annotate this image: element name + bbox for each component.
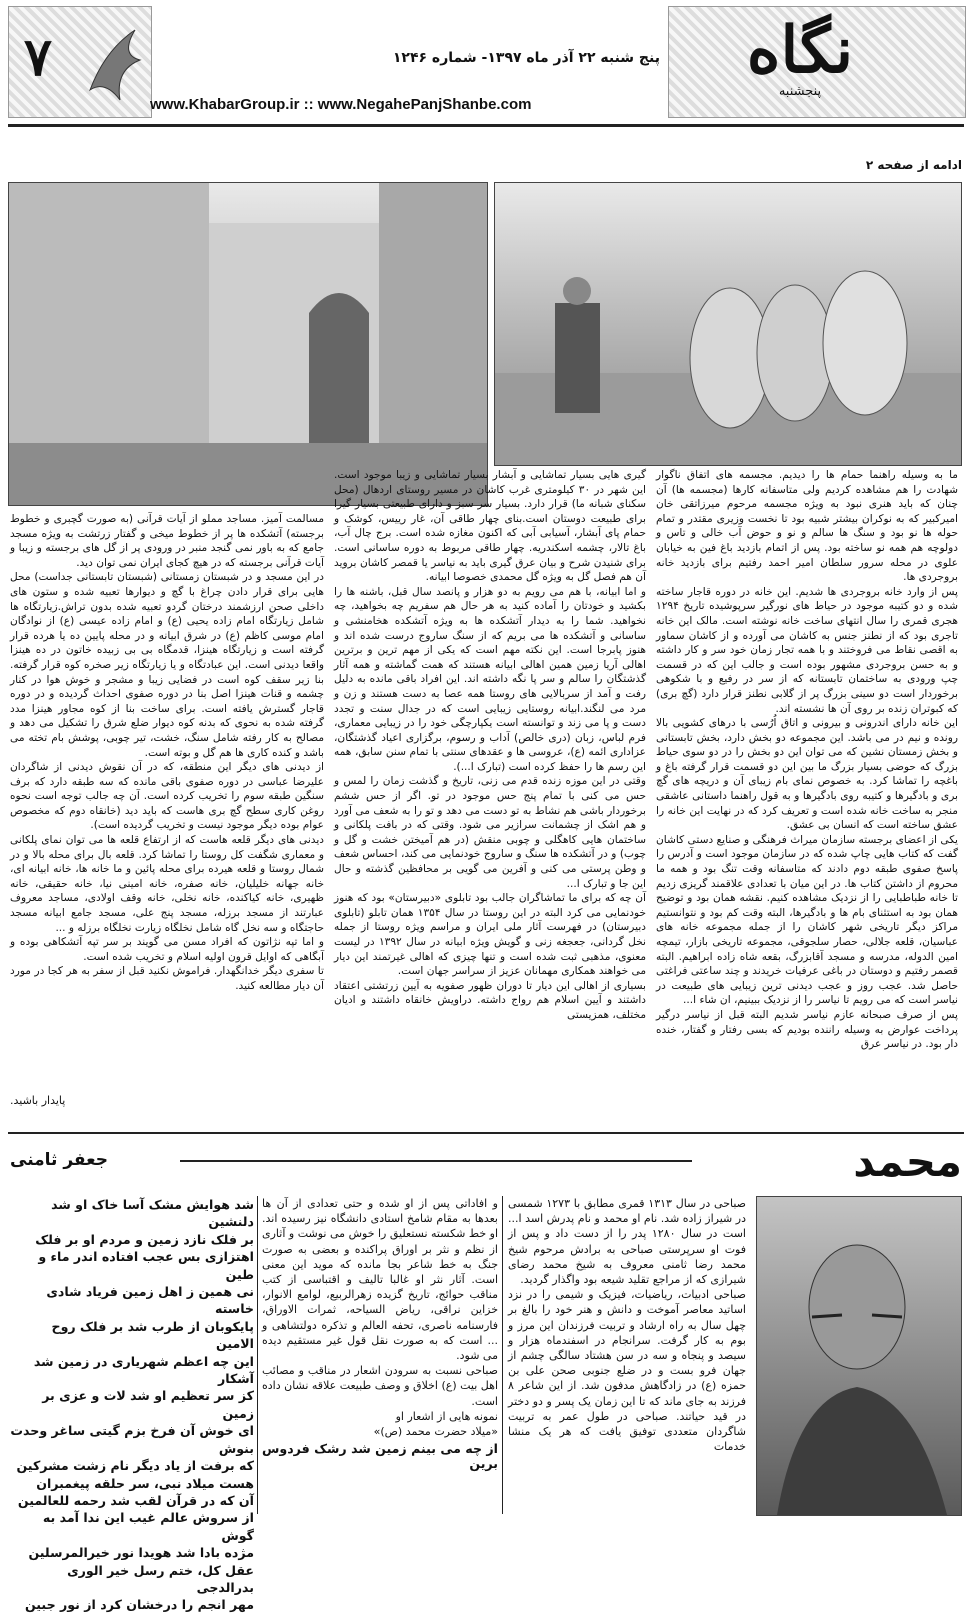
- poem-line: این چه اعظم شهریاری در زمین شد آشکار: [33, 1353, 254, 1387]
- issue-line: پنج شنبه ۲۲ آذر ماه ۱۳۹۷- شماره ۱۲۴۶: [392, 50, 660, 66]
- article1-signature: پایدار باشید.: [10, 1094, 66, 1107]
- poem-line: پایکوبان از طرب شد بر فلک روح الامین: [51, 1318, 254, 1352]
- article2-column-right: صباحی در سال ۱۳۱۳ قمری مطابق با ۱۲۷۳ شمسی در شیراز زاده شد. نام او محمد و نام پدرش اسد ا... است در سال ۱۲۸۰ پدر را از دست داد و پس از فوت او سرپرستی صباحی به برادش مرحوم شیخ محمد رضا ثامنی معروف به شیخ محمد رضای شیرازی که از مراجع تقلید شیعه بود واگذار گردید. صباحی ادبیات، ریاضیات، فیزیک و شیمی را در نزد اساتید معاصر آموخت و دانش و هنر خود را بالغ بر چهل سال به راه ارشاد و تربیت فرزندان این مرز و بوم به کار گرفت. سرانجام در اسفندماه هزار و سیصد و پنجاه و سه در سن هشتاد سالگی چشم از جهان فرو بست و در ضلع جنوبی صحن علی بن حمزه (ع) در زادگاهش مدفون شد. از این شاعر ۸ فرزند به جای ماند که تا این زمان یک پسر و دو دختر در قید حیاتند. صباحی در طول عمر به تربیت شاگردان متعددی توفیق یافت که هر یک منشا خدمات: [508, 1197, 747, 1454]
- poem-line: که برفت از یاد دیگر نام زشت مشرکین: [16, 1458, 254, 1474]
- poem-line: مژده بادا شد هویدا نور خیرالمرسلین: [28, 1545, 254, 1561]
- poem-first-line: از چه می بینم زمین شد رشک فردوس برین: [262, 1441, 498, 1472]
- column-rule: [257, 1196, 258, 1514]
- page-number: ۷: [24, 27, 52, 88]
- headline-rule: [180, 1160, 692, 1162]
- poem-line: کز سر تعظیم او شد لات و عزی بر زمین: [42, 1388, 254, 1421]
- poem-line: عقل کل، ختم رسل خیر الوری بدرالدجی: [67, 1562, 254, 1595]
- logo-subtitle: پنجشنبه: [778, 84, 822, 99]
- poem-line: مهر انجم را درخشان کرد از نور جبین: [24, 1597, 254, 1613]
- poem-line: از سروش عالم غیب این ندا آمد به گوش: [42, 1510, 254, 1543]
- poem-line: ای خوش آن فرخ بزم گیتی ساغر وحدت بنوش: [10, 1423, 254, 1456]
- poem-line: آن که در قرآن لقب شد رحمه للعالمین: [17, 1492, 254, 1508]
- article1-column-middle: گیری هایی بسیار تماشایی و آبشار بسیار تماشایی و زیبا موجود است. این شهر در ۳۰ کیلومتری غرب کاشان در مسیر روستای اردهال (محل سکنای شبانه ما) قرار دارد. بسیار سر سبز و دارای طبیعتی بسیار گیرا برای طبیعت دوستان است.بنای چهار طاقی آن، غار رییس، کوشک و حمام پای آبشار، آسیابی آبی که اکنون مغازه شده است. برج چال آب، باغ تالار، چشمه اسکندریه. چهار طاقی مربوط به دوره ساسانی است. برای شنیدن شرح و بیان عرق گیری باید به نیاسر یا قمصر کاشان بروید آن هم فصل گل به ویژه گل محمدی خصوصا ابیانه. و اما ابیانه، با هم می رویم به دو هزار و پانصد سال قبل، باشنه ها را بکشید و خودتان را آماده کنید به هر حال هم سفریم چه بخواهید، چه نخواهید. شما را به دیدار آتشکده ها به ویژه آتشکده هخامنشی و ساسانی و آتشکده ها می بریم که از سنگ ساروج درست شده اند و هنوز پابرجا است. این نکته مهم است که یکی از مهم ترین و برترین اهالی آریا زمین همین اهالی ابیانه هستند که همت گماشته و همه آثار گذشتگان را سالم و سر پا نگه داشته اند. این افراد باقی مانده به دلیل رفت و آمد از سربالایی های روستا همه عصا به دست هستند و زن و مرد می لنگند.ابیانه روستایی زیبایی است که در جدال سنت و تجدد دست و پا می زند و توانسته است یکپارچگی خود را در زیبایی معماری، فرم لباس، زبان (دری خالص) آداب و رسوم، برگزاری اعیاد گذشتگان، عزاداری ائمه (ع)، عروسی ها و عقدهای سنتی با تمام سنن سابق، همه این رسم ها را حفظ کرده است (تبارک ا...). وقتی در این موزه زنده قدم می زنی، تاریخ و گذشت زمان را لمس و حس می کنی با تمام پنج حس موجود در تو. اگر از حس ششم برخوردار باشی هم نشاط به تو دست می دهد و تو را به شعف می آورد و هم اشک از چشمانت سرازیر می شود. وقتی که در بافت پلکانی و ساختمان هایی کاهگلی و چوبی منقش (در هم آمیختن خشت و گل و چوب) و در آتشکده ها سنگ و ساروج خودنمایی می کند، احساس شعف و وطن پرستی می کنی و آفرین می گویی بر محافظین گذشته و حال این جا و تبارک ا... آن چه که برای ما تماشاگران جالب بود تابلوی «دبیرستان» بود که هنوز خودنمایی می کرد البته در این روستا در سال ۱۳۵۴ همان تابلو (تابلوی دبیرستان) در فهرست آثار ملی ایران و مراسم ویژه روستا از جمله نخل گردانی، جعجغه زنی و گویش ویژه ابیانه در سال ۱۳۹۲ در لیست معنوی، مذهبی ثبت شده است و تنها چیزی که اهالی غیرتمند این دیار می خواهند همکاری مهمانان عزیز از سراسر جهان است. بسیاری از اهالی این دیار تا دوران ظهور صفویه به آیین زرتشتی اعتقاد داشتند و آیین اسلام هم رواج داشته. دراویش خانقاه داشتند و ادیان مختلف، همزیستی: [334, 469, 646, 1021]
- poem-line: اهتزازی بس عجب افتاده اندر ماء و طین: [38, 1249, 254, 1282]
- poem-line: هست میلاد نبی، سر حلقه پیغمبران: [36, 1475, 254, 1491]
- article2-author: جعفر ثامنی: [10, 1150, 109, 1170]
- column-rule: [502, 1196, 503, 1514]
- phoenix-emblem: [80, 10, 150, 110]
- poem-column: [10, 1196, 254, 1613]
- poem-line: نی همین ز اهل زمین فریاد شادی خاسته: [46, 1284, 254, 1317]
- header-rule: [8, 124, 964, 127]
- article1-column-right: ما به وسیله راهنما حمام ها را دیدیم. مجسمه های اتفاق ناگوار شهادت را هم مشاهده کردیم ولی متاسفانه کارها (مجسمه ها) آن چنان که باید هنری نبود به ویژه مجسمه مرحوم میرزاتقی خان امیرکبیر که به نوکران بیشتر شبیه بود تا نخست وزیری مقتدر و تمام حوله ها نو بود و سنگ ها سالم و نو و حوض آب خالی و تاس و دولوچه هم همه نو ساخته بود. پس از اتمام بازدید باغ فین به خیابان علوی در محله سرور سلطان امیر احمد رفتیم برای بازدید خانه بروجردی ها. پس از وارد خانه بروجردی ها شدیم. این خانه در دوره قاجار ساخته شده و دو کتیبه موجود در حیاط های نورگیر سرپوشیده تاریخ ۱۲۹۴ هجری قمری را سال انتهای ساخت خانه نوشته است. مالک این خانه تاجری بود که از نطنز جنس به کاشان می آورده و از کاشان سماور به اقصی نقاط می فروختند و با همه تجار زمان خود سر و کار داشته و به حسن بروجردی مشهور بوده است و جالب این که در قسمت چپ ورودی به ساختمان تابستانه که از سر در رفیع و با شکوهی برخوردار است دو سینی بزرگ پر از گلابی نطنز قرار دارد (گچ بری) که کبوتران زنده بر روی آن ها نشسته اند. این خانه دارای اندرونی و بیرونی و اتاق اُرُسی با درهای کشویی بالا رونده و نیم در می باشد. این مجموعه دو بخش دارد، بخش تابستانی و بخش زمستان نشین که می توان این دو بخش را در دو سوی حیاط بزرگ که حوضی بسیار بزرگ ما بین این دو قسمت قرار گرفته باغ و باغچه را تماشا کرد. به خصوص نمای بام زیبای آن و دریچه های گچ بری و بادگیرها و کتیبه روی بادگیرها و به قول راهنما داستانی عاشقی منجر به ساخت خانه شده است و تعریف کرد که در نهایت این خانه را عشق ساخته است که انسان بی عشق. یکی از اعضای برجسته سازمان میراث فرهنگی و صنایع دستی کاشان گفت که کتاب هایی چاپ شده که در سازمان موجود است و آدرس را پاسخ صفوی طبقه دوم دادند که متاسفانه وقت تنگ بود و همه ما محروم از داشتن کتاب ها. در این میان با تعدادی علاقمند گریزی زدیم تا خانه طباطبایی را از نزدیک مشاهده کنیم. نقشه همان بود و توضیح همان بود به استثنای بام ها و بادگیرها، البته وقت کم بود و نتوانستیم مراکز دیگر تاریخی شهر کاشان را از جمله مجموعه خانه های عباسیان، قلعه جلالی، حصار سلجوقی، مجموعه تاریخی بازار، تیمچه امین الدوله، مدرسه و مسجد آقابزرگ، بقعه شاه زاده ابراهیم. البته قصمر رفتیم و دوستان در باغی عرفیات خریدند و چند ساعتی فراغتی حاصل شد. عجب روز و عجب دیدنی ترین زیبایی های طبیعت در نیاسر است که می رویم تا نیاسر را از نزدیک ببینیم، ان شاء ا... پس از صرف صبحانه عازم نیاسر شدیم البته قبل از نیاسر درگیر پرداخت عوارض به وسیله راننده بودیم که بسی رفتار و گفتار، خنده دار بود. در نیاسر عرق: [656, 469, 958, 1051]
- article2-column-middle: و افاداتی پس از او شده و حتی تعدادی از آن ها بعدها به مقام شامخ استادی دانشگاه نیز رسیده اند. او خط شکسته نستعلیق را خوش می نوشت و آثاری از نظم و نثر بر اوراق پراکنده و بعضی به صورت جنگ به خط شاعر بجا مانده که موید این معنی است. آثار نثر او غالبا تالیف و اقتباسی از کتب مناقب حوائج، تاریخ گزیده زهرالربیع، لوامع الانوار، خزاین نراقی، ریاض السیاحه، ثمرات الاوراق، فارسنامه ناصری، تحفه العالم و تذکره دولتشاهی و ... است که به صورت نقل قول غیر مستقیم دیده می شود. صباحی نسبت به سرودن اشعار در مناقب و مصائب اهل بیت (ع) اخلاق و وصف طبیعت علاقه نشان داده است. نمونه هایی از اشعار او «میلاد حضرت محمد (ص)» از چه می بینم زمین شد رشک فردوس برین: [262, 1197, 498, 1472]
- logo-text: نگاه: [746, 13, 854, 88]
- article1-column-left: مسالمت آمیز. مساجد مملو از آیات قرآنی (به صورت گچبری و خطوط برجسته) آتشکده ها پر از خطوط میخی و گفتار زرتشت به ویژه مسجد جامع که به باور نمی گنجد منبر در ورودی پر از گل های برجسته و زیبا و آیات قرآنی برجسته که در هیچ کجای ایران نمی توان دید. در این مسجد و در شبستان زمستانی (شبستان تابستانی جداست) محل هایی برای قرار دادن چراغ با گچ و دیوارها تعبیه شده و ستون های داخلی صحن ارزشمند درختان گردو تعبیه شده بدون تراش.زیارتگاه ها شامل زیارتگاه امام زاده یحیی (ع) و امام زاده عیسی (ع) از نوادگان امام موسی کاظم (ع) در شرق ابیانه و در محله پایین ده یا هرده قرار گرفته است و زیارتگاه هینزا، قدمگاه بی بی زبیده خاتون در ده هینزا واقعا دیدنی است. این عبادتگاه و یا زیارتگاه زیر صخره کوه قرار گرفته. بنا زیر سقف کوه است در فضایی زیبا و مشجر و خوش هوا در کنار چشمه و قنات هینزا اصل بنا در دوره صفوی احداث گردیده و در دوره قاجار گسترش یافته است. برای ساخت بنا از کوه مجاور هینزا مدد گرفته شده به نحوی که بدنه کوه دیوار ضلع شرق را تشکیل می دهد و مصالح به کار رفته شامل سنگ، خشت، تیر چوبی، پوشش بام تخته می باشد و کنده کاری ها هم گل و بوته است. از دیدنی های دیگر این منطقه، که در آن نقوش دیدنی از شاگردان علیرضا عباسی در دوره صفوی باقی مانده که سه طبقه دارد که برف سنگین طبقه سوم را تخریب کرده است. آن چه جالب توجه است نحوه روغن کاری سطح گچ بری هاست که باید دید (خانقاه دوم که مخصوص عوام بوده دیگر موجود نیست و تخریب گردیده است). دیدنی های دیگر قلعه هاست که از ارتفاع قلعه ها می توان نمای پلکانی و معماری شگفت کل روستا را تماشا کرد. قلعه بال برای محله بالا و در شمال روستا و قلعه هیرده برای محله پائین و ما خانه ها، خانه ابیانه ای، خانه جهانه خلیلیان، خانه صفره، خانه امینی نیا، خانه حقیقی، خانه ظهیری، خانه کیاکنده، خانه نخلی، خانه وقف اولادی، مساجد معروف عبارتند از مسجد برزله، مسجد پنج علی، مسجد جامع ابیانه مسجد حاجتگاه و سه نخل گاه شامل نخلگاه زیارت نخلگاه برزله و ... و اما تپه نژاتون که افراد مسن می گویند بر سر تپه آتشکاهی بوده و آبگاهی که اوایل قرون اولیه اسلام و تخریب شده است. تا سفری دیگر خدانگهدار. فراموش نکنید قبل از سفر به هر کجا در مورد آن دیار مطالعه کنید.: [10, 513, 324, 992]
- photo-elderly-women: [494, 182, 962, 466]
- website-urls: www.KhabarGroup.ir :: www.NegahePanjShanbe.com: [150, 96, 532, 113]
- poem-line: شد هوایش مشک آسا خاک او شد دلنشین: [51, 1197, 254, 1230]
- photo-abyaneh-alley: [8, 182, 488, 506]
- poem-line: بر فلک نازد زمین و مردم او بر فلک: [35, 1231, 254, 1247]
- logo: [700, 12, 900, 112]
- portrait-mohammad-sabahi: [756, 1196, 962, 1516]
- continued-label: ادامه از صفحه ۲: [865, 158, 962, 172]
- article2-headline: محمد: [853, 1137, 962, 1186]
